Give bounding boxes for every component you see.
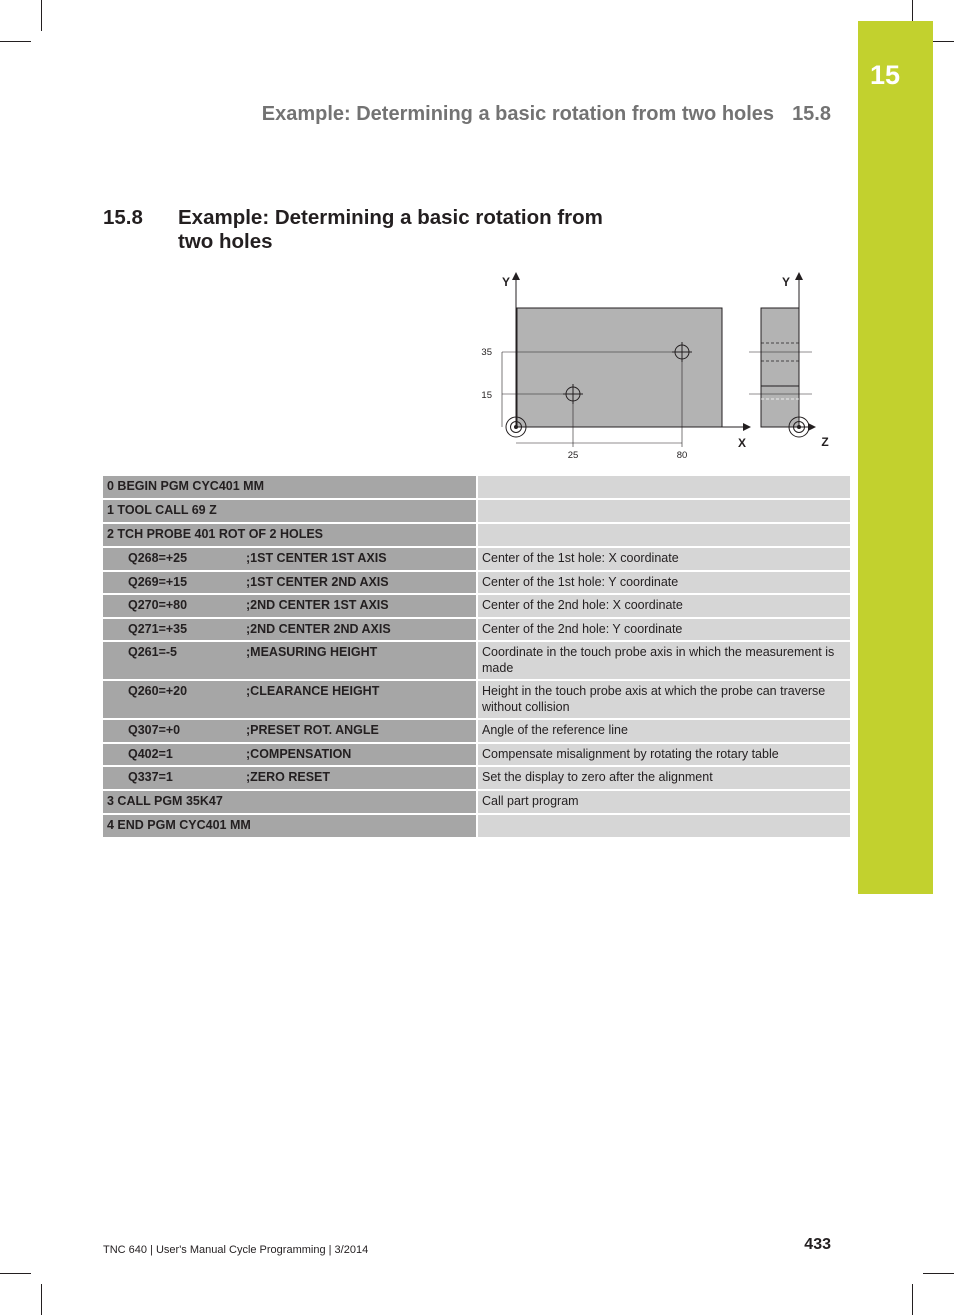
parameter-comment: ;1ST CENTER 1ST AXIS bbox=[246, 551, 387, 565]
program-row bbox=[103, 815, 850, 839]
block-description: Call part program bbox=[476, 791, 850, 815]
program-row bbox=[103, 767, 850, 791]
q-parameter: Q260=+20 bbox=[128, 684, 188, 698]
parameter-comment: ;CLEARANCE HEIGHT bbox=[246, 684, 380, 698]
block-description: Center of the 1st hole: X coordinate bbox=[476, 548, 850, 572]
nc-block: 2 TCH PROBE 401 ROT OF 2 HOLES bbox=[107, 527, 324, 541]
block-description bbox=[476, 524, 850, 548]
q-parameter: Q270=+80 bbox=[128, 598, 188, 612]
axis-label-x: X bbox=[737, 436, 747, 450]
parameter-comment: ;1ST CENTER 2ND AXIS bbox=[246, 574, 389, 589]
parameter-comment: ;PRESET ROT. ANGLE bbox=[246, 723, 379, 737]
nc-program-table bbox=[103, 476, 850, 839]
parameter-comment: ;COMPENSATION bbox=[246, 746, 352, 761]
q-parameter: Q337=1 bbox=[128, 770, 173, 784]
q-parameter: Q271=+35 bbox=[128, 621, 188, 636]
parameter-comment: ;MEASURING HEIGHT bbox=[246, 645, 378, 659]
crop-mark bbox=[41, 1284, 42, 1315]
dimension-label: 15 bbox=[481, 390, 492, 401]
q-parameter: Q268=+25 bbox=[128, 551, 188, 565]
nc-block: 0 BEGIN PGM CYC401 MM bbox=[107, 479, 264, 493]
axis-label-y: Y bbox=[501, 275, 511, 289]
q-parameter: Q261=-5 bbox=[128, 645, 177, 659]
workpiece-side bbox=[761, 308, 799, 427]
block-description: Height in the touch probe axis at which the probe can traverse without collision bbox=[476, 681, 850, 720]
block-description: Center of the 2nd hole: X coordinate bbox=[476, 595, 850, 619]
dimension-label: 35 bbox=[481, 347, 492, 358]
block-description bbox=[476, 815, 850, 839]
section-title: Example: Determining a basic rotation from two holes bbox=[178, 206, 603, 253]
program-row bbox=[103, 595, 850, 619]
dimension-label: 25 bbox=[567, 450, 579, 461]
axis-label-z: Z bbox=[821, 435, 829, 449]
nc-block: 4 END PGM CYC401 MM bbox=[107, 817, 251, 832]
parameter-comment: ;2ND CENTER 2ND AXIS bbox=[246, 621, 391, 636]
program-row bbox=[103, 681, 850, 720]
block-description: Center of the 1st hole: Y coordinate bbox=[476, 572, 850, 596]
running-head bbox=[262, 103, 831, 126]
block-description bbox=[476, 500, 850, 524]
q-parameter: Q269=+15 bbox=[128, 574, 188, 589]
running-head-section: 15.8 bbox=[792, 103, 831, 125]
parameter-comment: ;2ND CENTER 1ST AXIS bbox=[246, 598, 389, 612]
block-description bbox=[476, 476, 850, 500]
chapter-tab bbox=[858, 21, 933, 894]
q-parameter: Q402=1 bbox=[128, 746, 173, 761]
dimension-label: 80 bbox=[676, 450, 688, 461]
nc-block: 1 TOOL CALL 69 Z bbox=[107, 503, 217, 517]
crop-mark bbox=[0, 1273, 31, 1274]
program-row bbox=[103, 500, 850, 524]
nc-block: 3 CALL PGM 35K47 bbox=[107, 793, 223, 808]
chapter-number: 15 bbox=[870, 60, 901, 90]
program-row bbox=[103, 791, 850, 815]
program-row bbox=[103, 744, 850, 768]
program-row bbox=[103, 524, 850, 548]
block-description: Angle of the reference line bbox=[476, 720, 850, 744]
crop-mark bbox=[41, 0, 42, 31]
program-row bbox=[103, 642, 850, 681]
page-number: 433 bbox=[804, 1236, 831, 1253]
program-row bbox=[103, 619, 850, 643]
footer-text: TNC 640 | User's Manual Cycle Programming | 3/2014 bbox=[103, 1244, 369, 1256]
axis-label-y-side: Y bbox=[781, 275, 791, 289]
program-row bbox=[103, 572, 850, 596]
block-description: Center of the 2nd hole: Y coordinate bbox=[476, 619, 850, 643]
program-row bbox=[103, 476, 850, 500]
parameter-comment: ;ZERO RESET bbox=[246, 770, 331, 784]
crop-mark bbox=[912, 1284, 913, 1315]
crop-mark bbox=[0, 41, 31, 42]
crop-mark bbox=[923, 1273, 954, 1274]
program-row bbox=[103, 548, 850, 572]
q-parameter: Q307=+0 bbox=[128, 723, 181, 737]
program-row bbox=[103, 720, 850, 744]
block-description: Compensate misalignment by rotating the rotary table bbox=[476, 744, 850, 768]
workpiece-drawing bbox=[470, 265, 840, 465]
section-number: 15.8 bbox=[103, 206, 143, 229]
workpiece-front bbox=[517, 308, 722, 427]
running-head-title: Example: Determining a basic rotation from two holes bbox=[261, 103, 775, 125]
block-description: Set the display to zero after the alignment bbox=[476, 767, 850, 791]
block-description: Coordinate in the touch probe axis in which the measurement is made bbox=[476, 642, 850, 681]
